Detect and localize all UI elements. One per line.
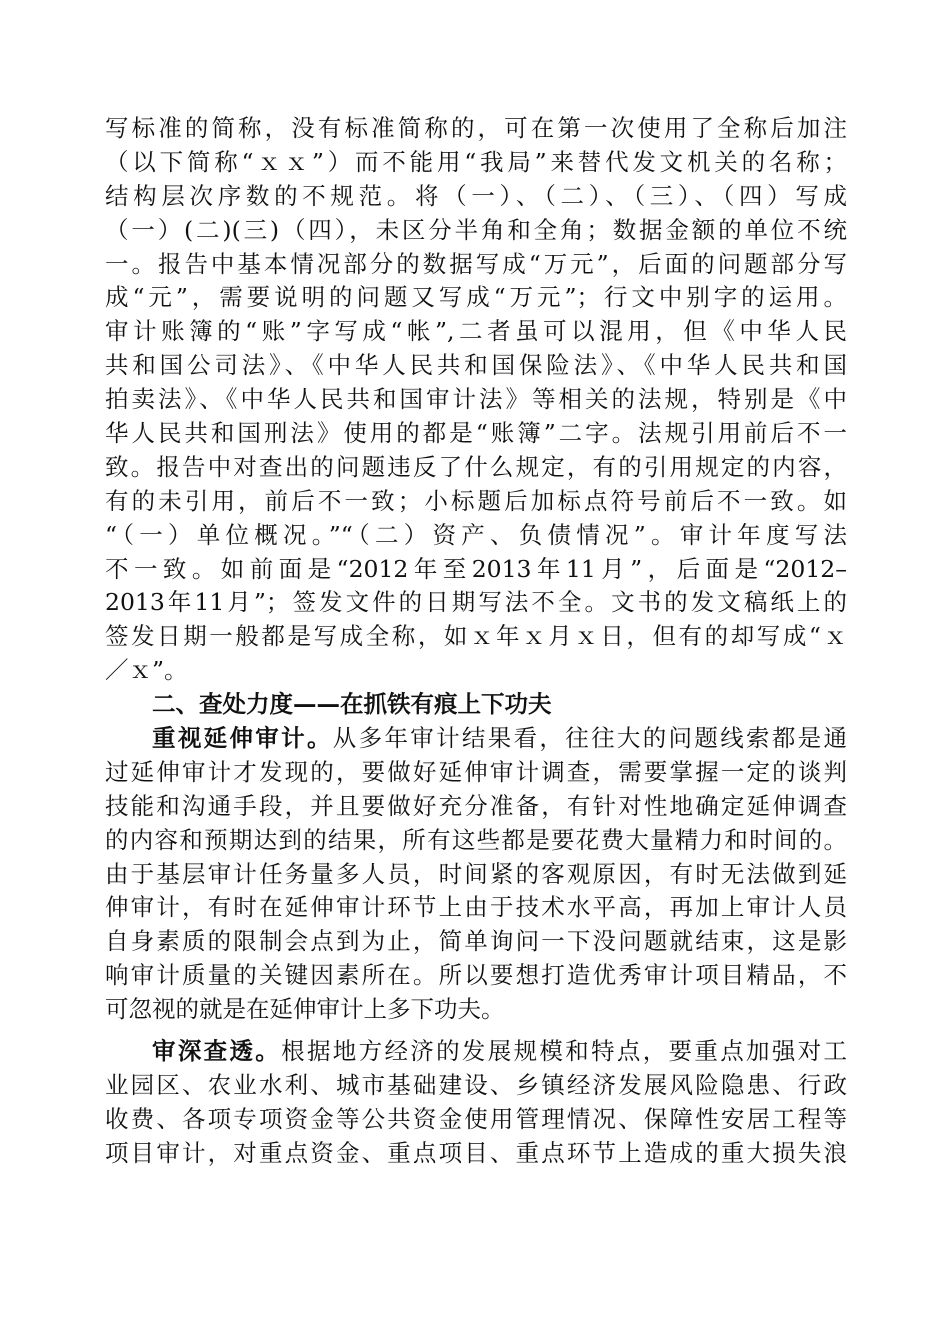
text-line: 由于基层审计任务量多人员，时间紧的客观原因，有时无法做到延 — [105, 859, 847, 888]
paragraph-lead: 审深查透。 — [152, 1037, 282, 1066]
text-line: 自身素质的限制会点到为止，简单询问一下没问题就结束，这是影 — [105, 927, 847, 956]
text-line: 拍卖法》、《中华人民共和国审计法》等相关的法规，特别是《中 — [105, 385, 847, 414]
text-line: 成“元”，需要说明的问题又写成“万元”；行文中别字的运用。 — [105, 283, 847, 312]
text-line: 致。报告中对查出的问题违反了什么规定，有的引用规定的内容， — [105, 452, 847, 481]
paragraph-deep-audit — [105, 1035, 847, 1171]
text-line: 华人民共和国刑法》使用的都是“账簿”二字。法规引用前后不一 — [105, 419, 847, 448]
section-heading: 二、查处力度——在抓铁有痕上下功夫 — [152, 690, 552, 719]
text-line: 响审计质量的关键因素所在。所以要想打造优秀审计项目精品，不 — [105, 961, 847, 990]
text-line — [105, 1035, 847, 1069]
text-line: 结构层次序数的不规范。将（一）、（二）、（三）、（四）写成 — [105, 181, 847, 210]
text-line: 可忽视的就是在延伸审计上多下功夫。 — [105, 995, 505, 1024]
text-line: “（一）单位概况。”“（二）资产、负债情况”。审计年度写法 — [105, 520, 847, 549]
paragraph-text: 从多年审计结果看，往往大的问题线索都是通 — [332, 724, 848, 753]
text-line: 不一致。如前面是“2012年至2013年11月”，后面是“2012– — [105, 554, 847, 583]
paragraph-text: 根据地方经济的发展规模和特点，要重点加强对工 — [281, 1037, 848, 1066]
text-line: （一）(二)(三)（四），未区分半角和全角；数据金额的单位不统 — [105, 215, 847, 244]
text-line: 业园区、农业水利、城市基础建设、乡镇经济发展风险隐患、行政 — [105, 1070, 847, 1099]
text-line: 写标准的简称，没有标准简称的，可在第一次使用了全称后加注 — [105, 114, 847, 142]
text-line: 2013年11月”；签发文件的日期写法不全。文书的发文稿纸上的 — [105, 588, 847, 617]
text-line: 签发日期一般都是写成全称，如ｘ年ｘ月ｘ日，但有的却写成“ｘ — [105, 622, 847, 651]
paragraph-spacer — [105, 1027, 847, 1035]
text-line: 的内容和预期达到的结果，所有这些都是要花费大量精力和时间的。 — [105, 825, 847, 854]
text-line: （以下简称“ｘｘ”）而不能用“我局”来替代发文机关的名称； — [105, 147, 847, 176]
intro-paragraph — [105, 112, 847, 688]
text-line: 技能和沟通手段，并且要做好充分准备，有针对性地确定延伸调查 — [105, 791, 847, 820]
text-line: 一。报告中基本情况部分的数据写成“万元”，后面的问题部分写 — [105, 249, 847, 278]
text-line: 审计账簿的“账”字写成“帐”,二者虽可以混用，但《中华人民 — [105, 317, 847, 346]
document-body — [105, 112, 847, 1171]
paragraph-extension-audit — [105, 722, 847, 1027]
text-line: ／ｘ”。 — [105, 656, 188, 685]
text-line: 伸审计，有时在延伸审计环节上由于技术水平高，再加上审计人员 — [105, 893, 847, 922]
text-line — [105, 722, 847, 756]
text-line: 过延伸审计才发现的，要做好延伸审计调查，需要掌握一定的谈判 — [105, 757, 847, 786]
text-line: 有的未引用，前后不一致；小标题后加标点符号前后不一致。如 — [105, 486, 847, 515]
text-line: 共和国公司法》、《中华人民共和国保险法》、《中华人民共和国 — [105, 351, 847, 380]
text-line: 收费、各项专项资金等公共资金使用管理情况、保障性安居工程等 — [105, 1104, 847, 1133]
text-line: 项目审计，对重点资金、重点项目、重点环节上造成的重大损失浪 — [105, 1138, 847, 1167]
paragraph-lead: 重视延伸审计。 — [152, 724, 333, 753]
